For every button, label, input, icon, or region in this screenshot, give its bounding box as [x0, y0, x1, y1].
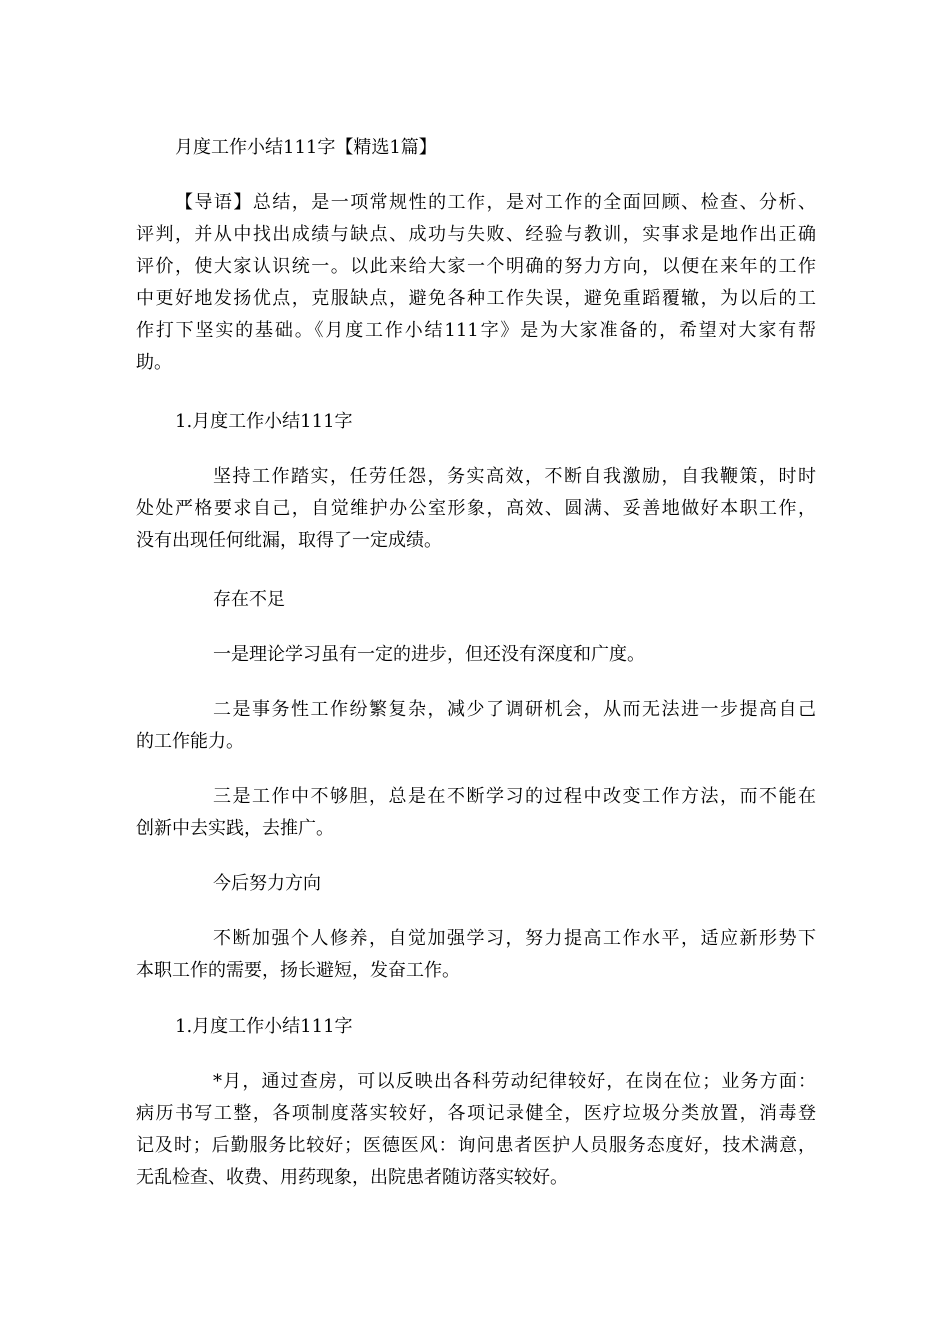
paragraph-line: 记及时；后勤服务比较好；医德医风：询问患者医护人员服务态度好，技术满意，: [136, 1135, 816, 1156]
paragraph-line: 处处严格要求自己，自觉维护办公室形象，高效、圆满、妥善地做好本职工作，: [136, 498, 816, 519]
document-title: 月度工作小结111字【精选1篇】: [175, 137, 437, 158]
paragraph-line: 二是事务性工作纷繁复杂，减少了调研机会，从而无法进一步提高自己: [213, 699, 816, 720]
paragraph-line: 坚持工作踏实，任劳任怨，务实高效，不断自我激励，自我鞭策，时时: [213, 466, 816, 487]
shortcomings-heading: 存在不足: [213, 589, 285, 610]
paragraph-line: 三是工作中不够胆，总是在不断学习的过程中改变工作方法，而不能在: [213, 786, 816, 807]
intro-line: 中更好地发扬优点，克服缺点，避免各种工作失误，避免重蹈覆辙，为以后的工: [136, 288, 816, 309]
intro-line: 评判，并从中找出成绩与缺点、成功与失败、经验与教训，实事求是地作出正确: [136, 224, 816, 245]
paragraph-line: 的工作能力。: [136, 731, 244, 752]
section-heading: 1.月度工作小结111字: [175, 411, 353, 432]
direction-heading: 今后努力方向: [213, 873, 321, 894]
intro-line: 助。: [136, 352, 172, 373]
paragraph-line: 创新中去实践，去推广。: [136, 818, 334, 839]
intro-line: 作打下坚实的基础。《月度工作小结111字》是为大家准备的，希望对大家有帮: [136, 320, 816, 341]
paragraph-line: 病历书写工整，各项制度落实较好，各项记录健全，医疗垃圾分类放置，消毒登: [136, 1103, 816, 1124]
shortcoming-point-1: 一是理论学习虽有一定的进步，但还没有深度和广度。: [213, 644, 645, 665]
section-heading: 1.月度工作小结111字: [175, 1016, 353, 1037]
intro-line: 评价，使大家认识统一。以此来给大家一个明确的努力方向，以便在来年的工作: [136, 256, 816, 277]
paragraph-line: 无乱检查、收费、用药现象，出院患者随访落实较好。: [136, 1167, 568, 1188]
paragraph-line: 本职工作的需要，扬长避短，发奋工作。: [136, 960, 460, 981]
paragraph-line: 没有出现任何纰漏，取得了一定成绩。: [136, 530, 442, 551]
paragraph-line: *月，通过查房，可以反映出各科劳动纪律较好，在岗在位；业务方面：: [213, 1071, 816, 1092]
paragraph-line: 不断加强个人修养，自觉加强学习，努力提高工作水平，适应新形势下: [213, 928, 816, 949]
intro-line: 【导语】总结，是一项常规性的工作，是对工作的全面回顾、检查、分析、: [175, 192, 816, 213]
